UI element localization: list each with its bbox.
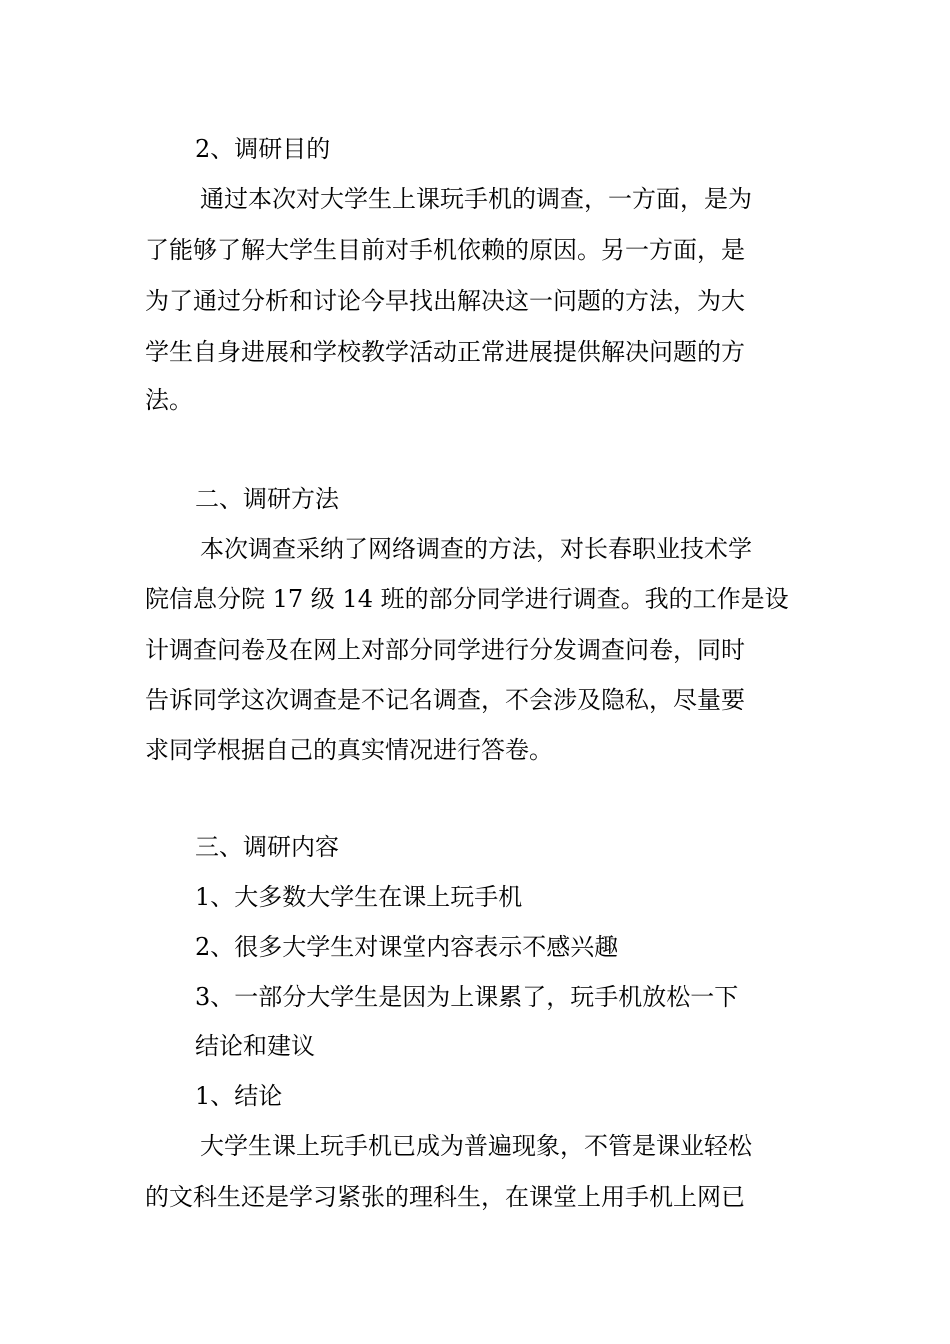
paragraph-line: 本次调查采纳了网络调查的方法，对长春职业技术学 [200,535,752,563]
heading-method: 二、调研方法 [195,485,339,513]
paragraph-line: 通过本次对大学生上课玩手机的调查，一方面，是为 [200,185,752,213]
paragraph-line: 为了通过分析和讨论今早找出解决这一问题的方法，为大 [145,287,745,315]
paragraph-line: 的文科生还是学习紧张的理科生，在课堂上用手机上网已 [145,1183,745,1211]
paragraph-line: 了能够了解大学生目前对手机依赖的原因。另一方面，是 [145,236,745,264]
list-item: 3、一部分大学生是因为上课累了，玩手机放松一下 [195,983,739,1011]
paragraph-line: 学生自身进展和学校教学活动正常进展提供解决问题的方 [145,338,745,366]
paragraph-line: 告诉同学这次调查是不记名调查，不会涉及隐私，尽量要 [145,686,745,714]
subheading-conclusion: 1、结论 [195,1082,283,1110]
paragraph-line: 求同学根据自己的真实情况进行答卷。 [145,736,553,764]
heading-purpose: 2、调研目的 [195,135,331,163]
list-item: 2、很多大学生对课堂内容表示不感兴趣 [195,933,619,961]
paragraph-line: 大学生课上玩手机已成为普遍现象，不管是课业轻松 [200,1132,752,1160]
paragraph-line: 法。 [145,386,193,414]
paragraph-line: 院信息分院 17 级 14 班的部分同学进行调查。我的工作是设 [145,585,789,613]
paragraph-line: 计调查问卷及在网上对部分同学进行分发调查问卷，同时 [145,636,745,664]
heading-content: 三、调研内容 [195,833,339,861]
heading-conclusion: 结论和建议 [195,1032,315,1060]
list-item: 1、大多数大学生在课上玩手机 [195,883,523,911]
